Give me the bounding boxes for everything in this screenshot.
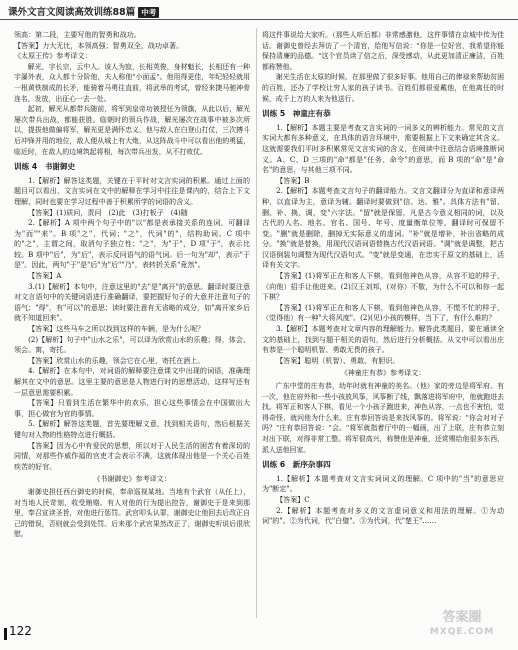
translation-title: 《太原王传》参考译文： xyxy=(14,51,92,61)
page-number: 122 xyxy=(9,624,32,638)
translation-paragraph: 谢御史担任西台御史的时候，奉命巡视某地。当地有个武官（从任上），对当地人民苛刻，收受贿赂。有人对他的行为提出控告，谢御史于是来到那里，奉召宣读圣旨，对他进行惩罚。武官叩头认罪，谢御史让他回去后改正自己的错误，否则就会受到处罚。后来那个武官果然改正了，谢御史听说后很欣慰。 xyxy=(14,487,250,539)
grade-badge: 中考 xyxy=(138,7,159,18)
section-heading-training-6: 训练 6 新序杂事四 xyxy=(262,460,331,470)
answer: 【答案】B xyxy=(276,175,310,185)
page-edge-mark xyxy=(4,628,7,640)
paragraph: 1.【解析】本题主要是考查文言实词的一词多义的辨析能力。常见的文言实词大都有多种意义，在具体的语言环境中，需要根据上下文来确定其含义。这就需要我们平时多积累常见文言实词的含义，在阅读中注意结合语境推断词义。A、C、D 三项的"命"都是"任务、命令"的意思，而 B 项的"命"是"命名"的意思，与其他三项不同。 xyxy=(262,122,504,175)
translation-title: 《书谢御史》参考译文： xyxy=(93,474,171,484)
translation-paragraph: 解光，字长宗，云中人。该人为寂，长相英俊，身材魁长，长相还有一种宇瀑外表，众人都十分阶他，夫人称他"小面孟"。他用得更佳，年纪轻轻就用一根黄铁制成的长矛，能骑着马勇往直前，将武举的考试，曾经来捷马驰神骨连名，发放，出征心一去一处。 xyxy=(14,62,250,103)
paragraph: 领高：第二段，主要写他的智勇和战功。 xyxy=(14,30,141,39)
watermark-logo xyxy=(414,610,510,644)
paragraph: 5.【解析】解答这类题，首先要理解文意，找到相关语句，然后根据关键句对人物的性格特点进行概括。 xyxy=(14,419,250,439)
answer: 【答案】只看到生活在繁华中的欢乐，担心这些事情会在中国做出大事，担心做官为官的事情。 xyxy=(14,398,250,418)
book-title-text: 课外文言文阅读高效训练88篇 xyxy=(8,7,136,18)
answer: 【答案】A xyxy=(28,271,62,281)
answer: 【答案】力大无比，本领高强；智勇双全，战功卓著。 xyxy=(14,40,184,50)
translation-paragraph: 将这件事说给大家听。（那些人听后都）非常感激他，这件事情在京城中传为佳话。谢御史曾经去拜访了一个清官，给他写信说："你是一位好官，我希望你能保持清廉的品德。"这个官员读了信之后，深受感动，从此更加清正廉洁，百姓都称赞他。 xyxy=(262,31,504,71)
watermark-url: MXQE.COM xyxy=(429,627,495,637)
paragraph: 3.【解析】本题考查对文章内容的理解能力。解答此类题目，要在通读全文的基础上，找到与题干相关的语句，然后进行分析概括。从文中可以看出庄有恭是一个聪明机智、勇敢无畏的孩子。 xyxy=(262,324,504,355)
translation-title: 《神童庄有恭》参考译文： xyxy=(340,368,426,378)
translation-paragraph: 起初，解光从都带兵随前，将军到皇帝功被授任为领旗，从此以后，解光屡次带兵出战，都能获胜。临朝时的领兵作战，解光屡次在战事中被多次所以，提拔他做偏将军，解光更是满怀忠义，他与敌人在白登山打仗，三次搏斗后冲锋并用的地位，敌人便从城上有大炮，从这阵战斗中可以看出他的勇猛，临近时，在敌人的边境筑起将相，每次带兵出发，从不打败仗。 xyxy=(14,105,250,156)
book-title xyxy=(8,4,159,18)
paragraph: 4.【解析】在本句中，对词语的解释要注意课文中出现的词语，准确理解其在文中的意思。这里主要的意思是人物进行时的思想活动，这样写还有一层意思需要积累。 xyxy=(14,366,250,397)
page-header xyxy=(0,0,518,22)
watermark-text: 答案圈 xyxy=(442,610,482,625)
column-divider xyxy=(256,28,257,618)
header-rule xyxy=(0,19,518,20)
answer: 【答案】(1)将军正在和客人下棋，看到他神色从容，从容不迫的样子，（向他）招手让他进来。(2)汉王刘邦，(对你）不敬，为什么不可以和你一起下棋？ xyxy=(262,271,504,302)
paragraph: 3.(1)【解析】本句中，注意这里的"去"是"离开"的意思。翻译时要注意对文言语句中的关键词语进行准确翻译，要把握好句子的大意并注意句子的语气；"得"，有"可以"的意思；读时要注意有无省略的成分，如"离开家乡后就不知道回来"。 xyxy=(14,281,250,323)
answer: 【答案】聪明（机智）、勇敢、有胆识。 xyxy=(276,355,400,365)
paragraph: 1.【解析】解答这类题，关键在于平时对文言实词的积累。通过上面的题目可以看出，文言实词在文中的解释在学习中往往是课内的，结合上下文理解，同时也要在学习过程中善于积累所学的词语的含义。 xyxy=(14,175,250,206)
right-column xyxy=(262,30,504,615)
paragraph: 1.【解析】本题考查对文言实词词义的理解。C 项中的"当"的意思应为"断定"。 xyxy=(262,473,504,494)
paragraph: 2.【解析】本题考查对多义的文言虚词意义和用法的理解。①为动词"的"。②为代词，代"白璧"。③为代词，代"楚王"…… xyxy=(262,505,504,526)
paragraph: 2.【解析】本题考查文言句子的翻译能力。文言文翻译分为直译和意译两种，以直译为主，意译为辅。翻译时要做到"信、达、雅"。具体方法有"留、删、补、换、调、变"六字法。"留"就是保留，凡是古今意义相同的词，以及古代的人名、地名、官名、国号、年号、度量衡单位等，翻译时可保留不变。"删"就是删除，删掉无实际意义的虚词。"补"就是增补，补出省略的成分。"换"就是替换，用现代汉语词语替换古代汉语词语。"调"就是调整，把古汉语倒装句调整为现代汉语句式。"变"就是变通，在忠实于原文的基础上，活译有关文字。 xyxy=(262,186,504,270)
paragraph: (2)【解析】句子中"山水之乐"，可以译为欣赏山水的乐趣；得，体会、领会。寓，寄托。 xyxy=(14,334,250,355)
section-heading-training-5: 训练 5 神童庄有恭 xyxy=(262,109,331,119)
answer: 【答案】C xyxy=(276,494,310,504)
answer: 【答案】(1)将军正在和客人下棋，看到他神色从容，不慌不忙的样子，（觉得他）有一种"大将风度"。(2)(见)小孩的模样，当下了，有什么难的？ xyxy=(262,302,504,323)
paragraph: 2.【解析】A 项中两个句子中的"以"都是表承接关系的连词，可翻译为"而""来"。B 项"之"，代词；"之"，代词"的"，结构助词。C 项中的"之"，主谓之间，取消句子独立性；"之"，为"于"，D 项"于"，表示比较。B 项中"后"，为"后"，表示反问语气的语气词。后一句为"却"，表示"于是"。因此，两句"于"是"后"为"后""乃"，表转折关系"竟然"。 xyxy=(14,218,250,270)
translation-paragraph: 谢光生活在太原的时候，在那里做了很多好事。他用自己的俸禄来帮助贫困的百姓，还办了学校让穷人家的孩子读书。百姓们都很爱戴他，在他离任的时候，成千上万的人来为他送行。 xyxy=(262,73,504,103)
left-column xyxy=(14,30,250,615)
section-heading-training-4: 训练 4 书谢御史 xyxy=(14,162,76,172)
translation-paragraph: 广东中堂的庄有恭，幼年时就有神童的美名。（他）家的旁边是将军府。有一次，他在府外和一些小孩放风筝，风筝断了线，飘落进将军府中，他就跑进去找。将军正和客人下棋，看见一个小孩子跑进来，神色从容，一点也不害怕，觉得奇怪，就问他为什么来。庄有恭回答说是来找风筝的。将军说："你会对对子吗？"庄有恭回答说："会。"将军就指着厅中的一幅画，出了上联，庄有恭立刻对出下联，对得非常工整。将军很高兴，称赞他是神童，还赏赐给他很多东西，派人送他回家。 xyxy=(262,382,504,454)
answer: 【答案】因为心中有爱民的思想，所以对于人民生活的困苦有着深切的同情，对那些作威作福的官吏才会表示不满，这就体现出他是一个关心百姓疾苦的好官。 xyxy=(14,440,250,471)
answer: 【答案】(1)质问，责问 (2)此 (3)打板子 (4)随 xyxy=(28,207,188,217)
answer: 【答案】欣赏山水的乐趣，领会它在心里，寄托在酒上。 xyxy=(28,355,205,365)
answer: 【答案】这些马车之所以找到这样的车辆，是为什么呢？ xyxy=(28,324,205,334)
